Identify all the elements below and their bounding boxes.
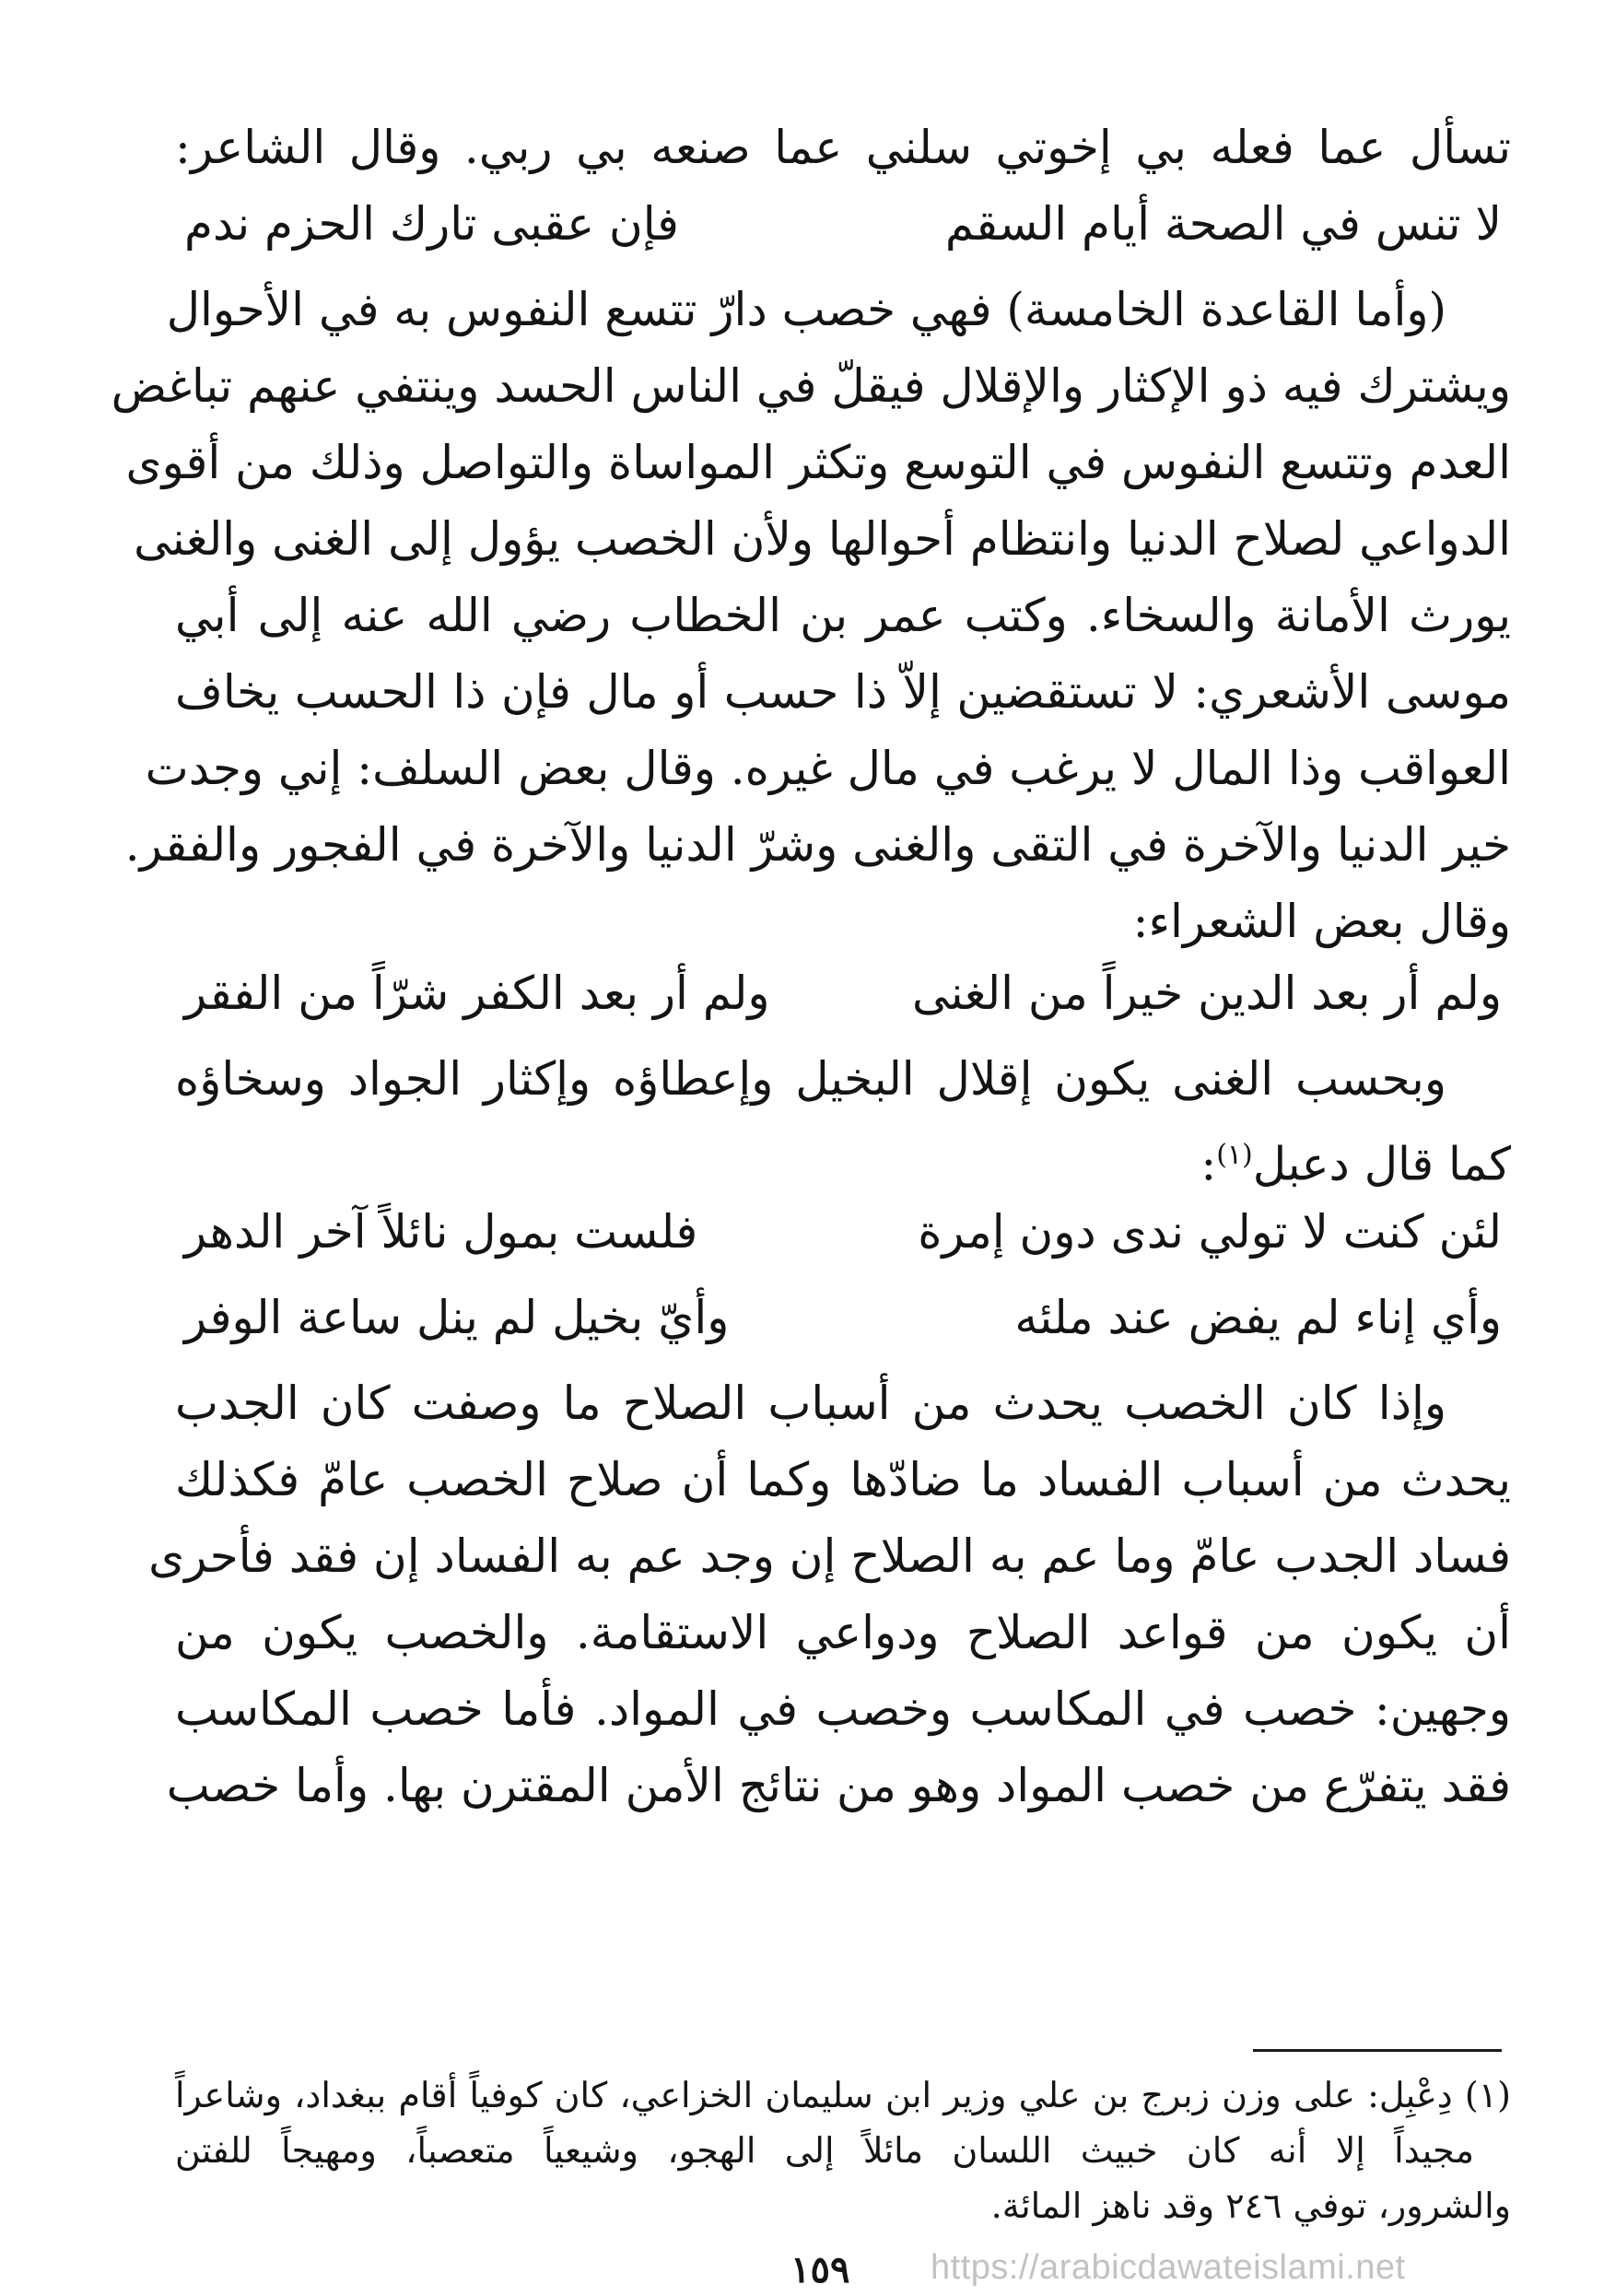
text-line xyxy=(175,1128,1511,1191)
text-line: يورث الأمانة والسخاء. وكتب عمر بن الخطاب رضي الله عنه إلى أبي xyxy=(175,589,1511,642)
verse-4 xyxy=(175,1290,1511,1345)
text-line: وإذا كان الخصب يحدث من أسباب الصلاح ما وصفت كان الجدب xyxy=(175,1376,1446,1430)
text-line: الدواعي لصلاح الدنيا وانتظام أحوالها ولأن الخصب يؤول إلى الغنى والغنى xyxy=(134,512,1511,566)
footnote-line: (١) دِعْبِل: على وزن زبرج بن علي وزير ابن سليمان الخزاعي، كان كوفياً أقام ببغداد، وشاعراً xyxy=(175,2075,1511,2115)
verse-hemistich-right: ولم أر بعد الدين خيراً من الغنى xyxy=(911,966,1502,1020)
text-line: أن يكون من قواعد الصلاح ودواعي الاستقامة. والخصب يكون من xyxy=(175,1606,1511,1659)
text-line: موسى الأشعري: لا تستقضين إلاّ ذا حسب أو مال فإن ذا الحسب يخاف xyxy=(175,665,1511,719)
text-line: (وأما القاعدة الخامسة) فهي خصب دارّ تتسع النفوس به في الأحوال xyxy=(166,283,1446,336)
text-line: العدم وتتسع النفوس في التوسع وتكثر المواساة والتواصل وذلك من أقوى xyxy=(125,436,1511,489)
footnote-line: والشرور، توفي ٢٤٦ وقد ناهز المائة. xyxy=(990,2185,1511,2226)
text-line: وقال بعض الشعراء: xyxy=(1132,895,1511,948)
footnote-divider xyxy=(1253,2049,1502,2052)
text-line: ويشترك فيه ذو الإكثار والإقلال فيقلّ في الناس الحسد وينتفي عنهم تباغض xyxy=(111,359,1511,413)
verse-hemistich-right: وأي إناء لم يفض عند ملئه xyxy=(1014,1291,1502,1344)
verse-2 xyxy=(175,966,1511,1021)
footnotes xyxy=(175,2073,1511,2239)
text-line: خير الدنيا والآخرة في التقى والغنى وشرّ الدنيا والآخرة في الفجور والفقر. xyxy=(124,818,1511,872)
verse-hemistich-left: ولم أر بعد الكفر شرّاً من الفقر xyxy=(184,966,770,1020)
page-number: ١٥٩ xyxy=(790,2248,850,2291)
text-line: فساد الجدب عامّ وما عم به الصلاح إن وجد عم به الفساد إن فقد فأحرى xyxy=(148,1529,1511,1583)
footnote-ref[interactable]: (١) xyxy=(1216,1139,1253,1171)
text-line: العواقب وذا المال لا يرغب في مال غيره. وقال بعض السلف: إني وجدت xyxy=(145,742,1511,795)
page-body xyxy=(111,101,1511,1834)
verse-hemistich-left: فلست بمول نائلاً آخر الدهر xyxy=(184,1205,698,1259)
verse-hemistich-right: لا تنس في الصحة أيام السقم xyxy=(944,197,1502,251)
text-line: وجهين: خصب في المكاسب وخصب في المواد. فأما خصب المكاسب xyxy=(175,1682,1511,1736)
verse-hemistich-right: لئن كنت لا تولي ندى دون إمرة xyxy=(918,1205,1502,1259)
poet-intro: كما قال دعبل xyxy=(1252,1137,1511,1191)
text-line: فقد يتفرّع من خصب المواد وهو من نتائج الأمن المقترن بها. وأما خصب xyxy=(166,1759,1511,1812)
colon: : xyxy=(1200,1137,1217,1191)
verse-hemistich-left: وأيّ بخيل لم ينل ساعة الوفر xyxy=(184,1291,730,1344)
verse-3 xyxy=(175,1204,1511,1259)
verse-1 xyxy=(175,196,1511,252)
verse-hemistich-left: فإن عقبى تارك الحزم ندم xyxy=(184,197,679,251)
text-line: وبحسب الغنى يكون إقلال البخيل وإعطاؤه وإكثار الجواد وسخاؤه xyxy=(175,1052,1446,1106)
footnote-line: مجيداً إلا أنه كان خبيث اللسان مائلاً إلى الهجو، وشيعياً متعصباً، ومهيجاً للفتن xyxy=(175,2130,1474,2171)
watermark-url: https://arabicdawateislami.net xyxy=(931,2248,1406,2287)
text-line: تسأل عما فعله بي إخوتي سلني عما صنعه بي ربي. وقال الشاعر: xyxy=(175,121,1511,174)
text-line: يحدث من أسباب الفساد ما ضادّها وكما أن صلاح الخصب عامّ فكذلك xyxy=(175,1453,1511,1506)
